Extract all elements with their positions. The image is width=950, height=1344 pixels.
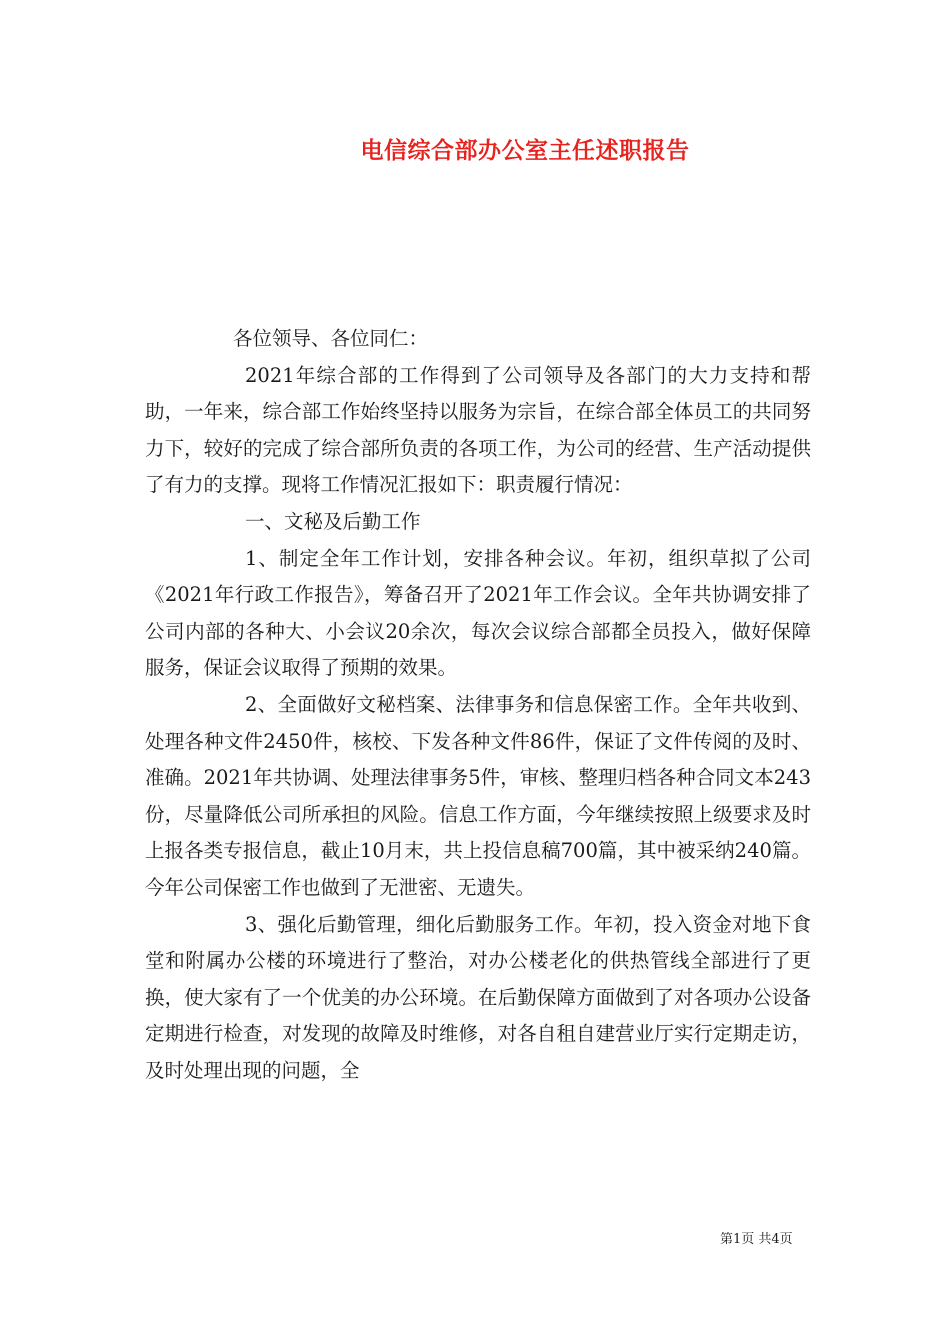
paragraph-item-3: 3、强化后勤管理，细化后勤服务工作。年初，投入资金对地下食堂和附属办公楼的环境进行了整治，对办公楼老化的供热管线全部进行了更换，使大家有了一个优美的办公环境。在后勤保障方面做到了对各项办公设备定期进行检查，对发现的故障及时维修，对各自租自建营业厅实行定期走访，及时处理出现的问题，全 [145,912,811,1082]
document-title: 电信综合部办公室主任述职报告 [360,137,690,164]
paragraph-item-1: 1、制定全年工作计划，安排各种会议。年初，组织草拟了公司《2021年行政工作报告》，筹备召开了2021年工作会议。全年共协调安排了公司内部的各种大、小会议20余次，每次会议综合部都全员投入，做好保障服务，保证会议取得了预期的效果。 [145,546,811,680]
document-body [145,321,811,1089]
section-heading: 一、文秘及后勤工作 [245,509,421,533]
paragraph-item-2: 2、全面做好文秘档案、法律事务和信息保密工作。全年共收到、处理各种文件2450件，核校、下发各种文件86件，保证了文件传阅的及时、准确。2021年共协调、处理法律事务5件，审核、整理归档各种合同文本243份，尽量降低公司所承担的风险。信息工作方面，今年继续按照上级要求及时上报各类专报信息，截止10月末，共上投信息稿700篇，其中被采纳240篇。今年公司保密工作也做到了无泄密、无遗失。 [145,692,811,899]
paragraph-intro: 2021年综合部的工作得到了公司领导及各部门的大力支持和帮助，一年来，综合部工作始终坚持以服务为宗旨，在综合部全体员工的共同努力下，较好的完成了综合部所负责的各项工作，为公司的经营、生产活动提供了有力的支撑。现将工作情况汇报如下：职责履行情况： [145,363,811,497]
greeting: 各位领导、各位同仁： [233,327,429,350]
page-number: 第1页 共4页 [720,1232,793,1247]
